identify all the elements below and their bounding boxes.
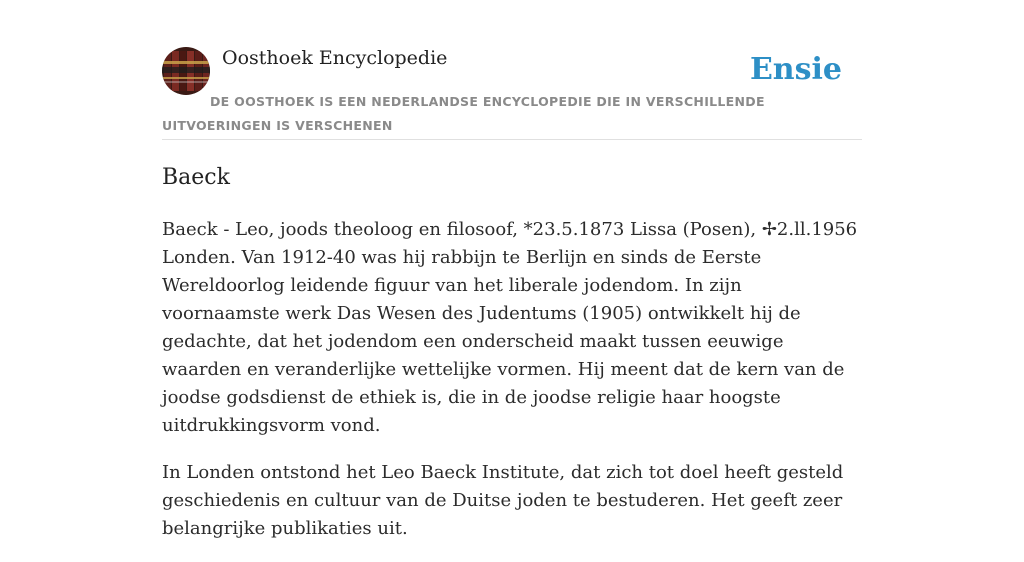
site-description: DE OOSTHOEK IS EEN NEDERLANDSE ENCYCLOPEDIE DIE IN VERSCHILLENDE UITVOERINGEN IS VERSCHENEN (162, 94, 765, 133)
header-divider (162, 139, 862, 140)
page-title: Baeck (162, 165, 230, 190)
article-paragraph: Baeck - Leo, joods theoloog en filosoof, *23.5.1873 Lissa (Posen), ✢2.ll.1956 Londen. Van 1912-40 was hij rabbijn te Berlijn en sinds de Eerste Wereldoorlog leidende figuur van het liberale jodendom. In zijn voornaamste werk Das Wesen des Judentums (1905) ontwikkelt hij de gedachte, dat het jodendom een onderscheid maakt tussen eeuwige waarden en veranderlijke wettelijke vormen. Hij meent dat de kern van de joodse godsdienst de ethiek is, die in de joodse religie haar hoogste uitdrukkingsvorm vond. (162, 219, 858, 436)
ensie-logo[interactable]: Ensie (749, 52, 842, 87)
site-title[interactable]: Oosthoek Encyclopedie (222, 47, 448, 69)
encyclopedia-books-icon[interactable] (162, 47, 210, 95)
article-body (162, 216, 862, 562)
article-paragraph: In Londen ontstond het Leo Baeck Institute, dat zich tot doel heeft gesteld geschiedenis en cultuur van de Duitse joden te bestuderen. Het geeft zeer belangrijke publikaties uit. (162, 462, 844, 539)
